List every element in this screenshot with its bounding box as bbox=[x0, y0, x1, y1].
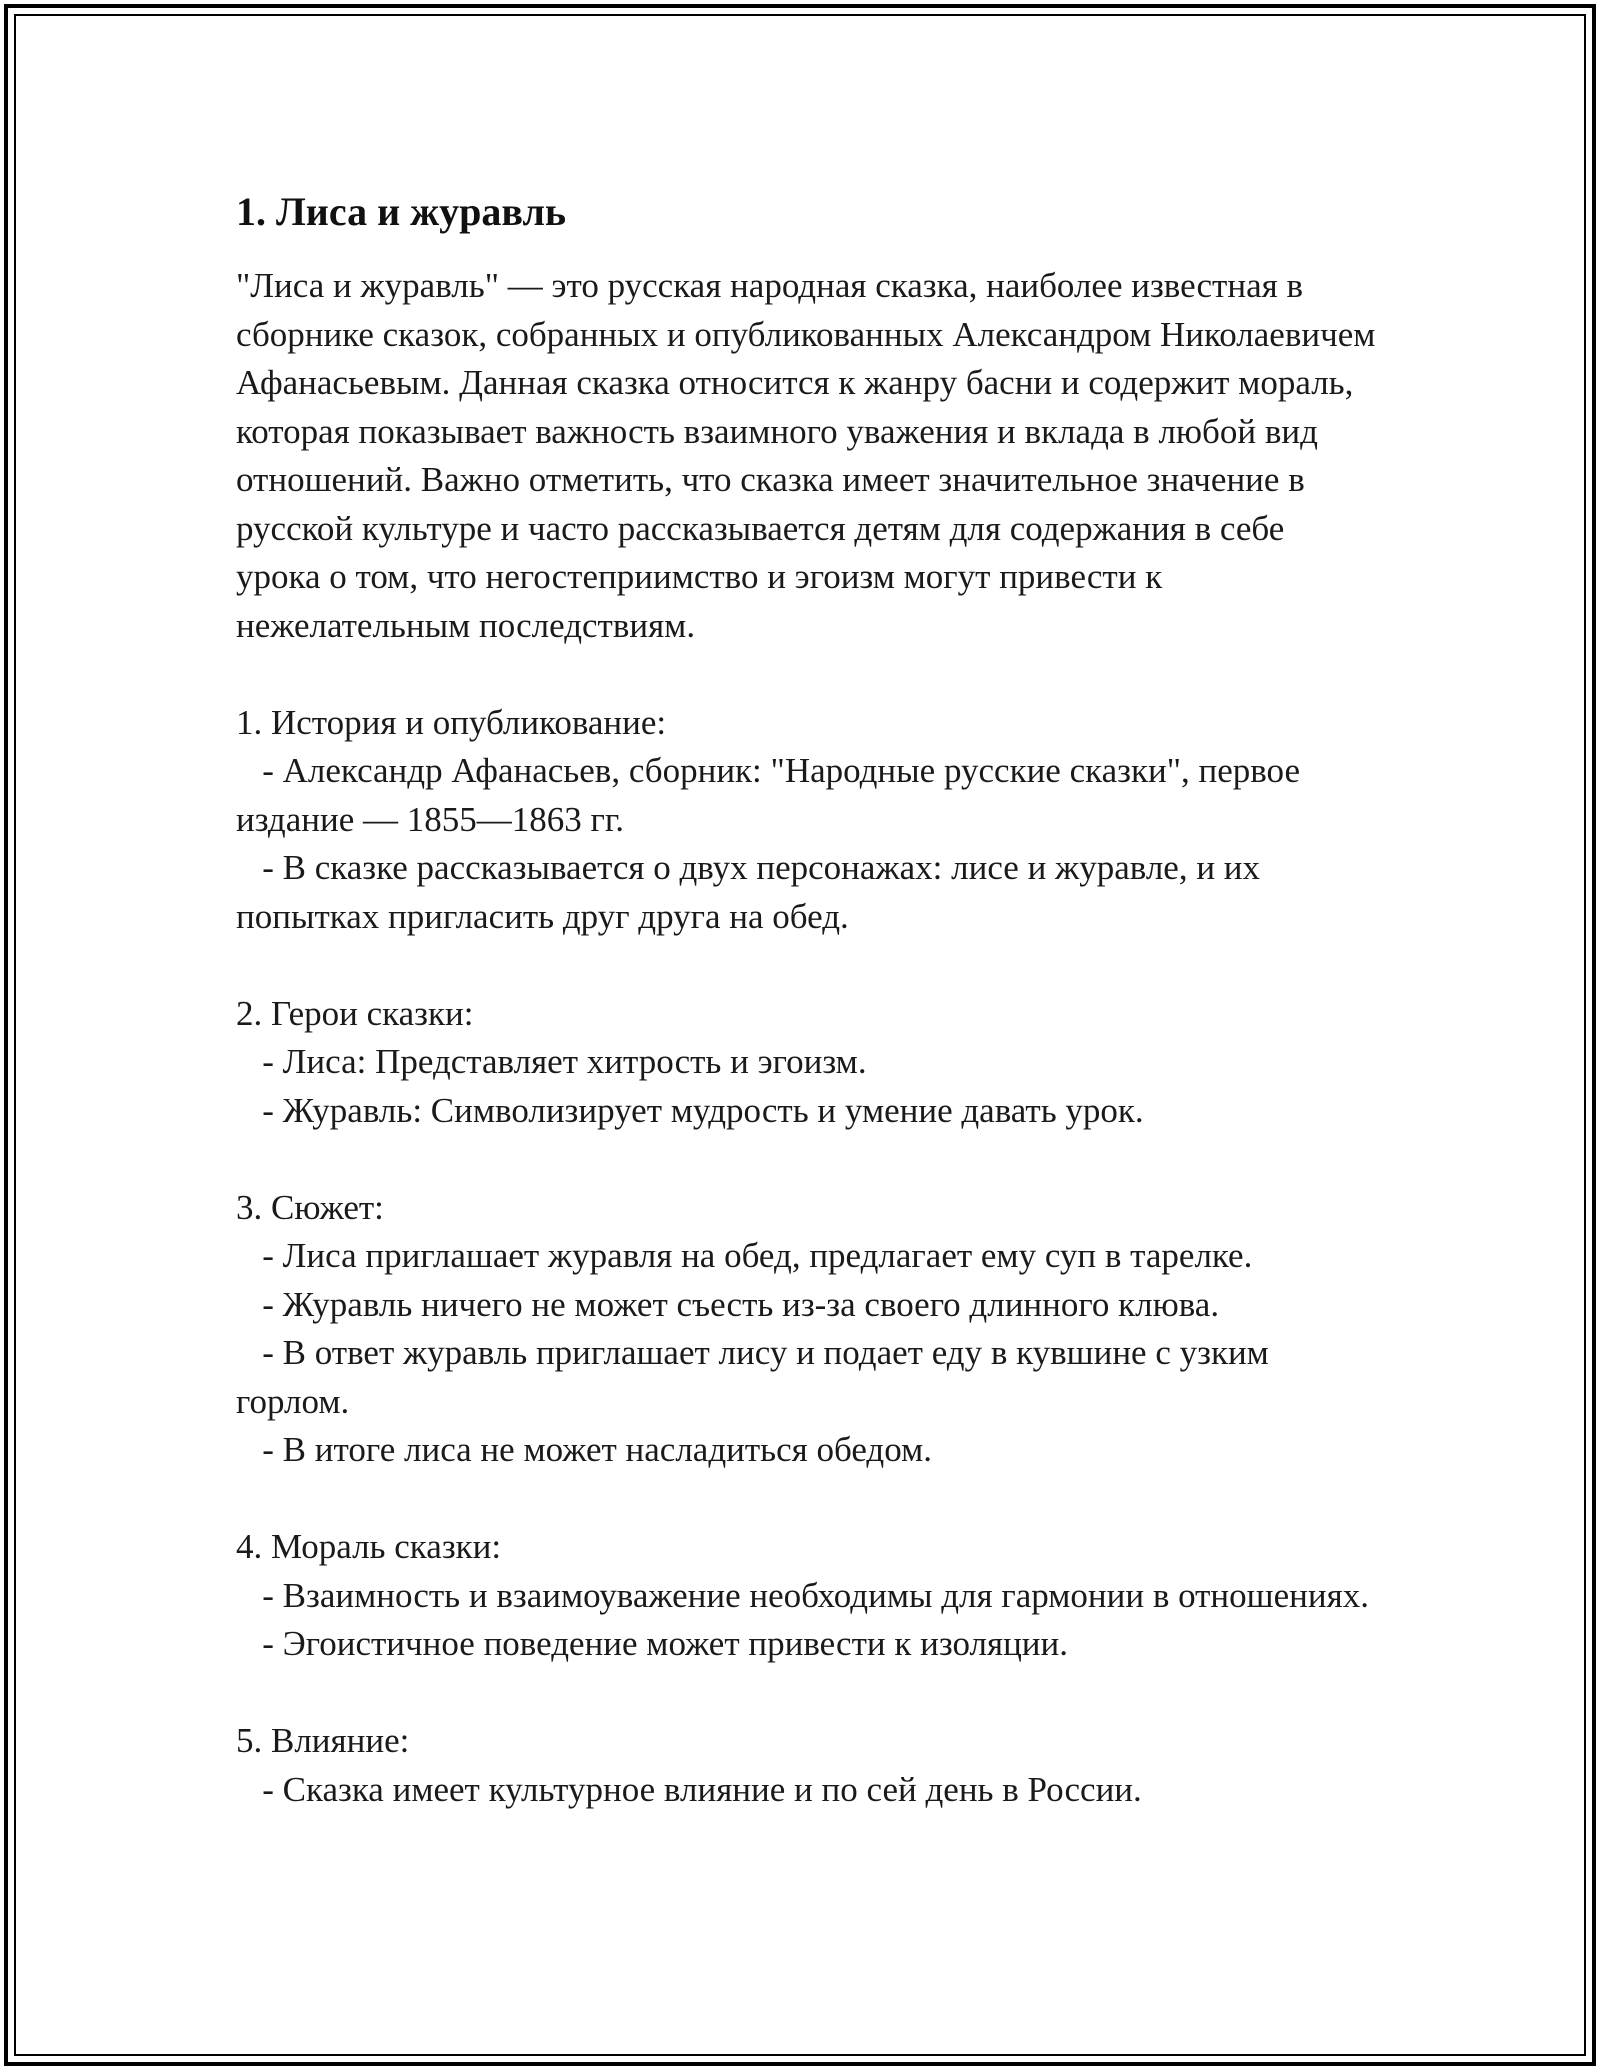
spacer bbox=[236, 941, 1376, 990]
section-history bbox=[236, 699, 1376, 942]
list-item: - Взаимность и взаимоуважение необходимы для гармонии в отношениях. bbox=[236, 1575, 1369, 1615]
list-item: - Эгоистичное поведение может привести к изоляции. bbox=[236, 1624, 1069, 1663]
section-heading: 4. Мораль сказки: bbox=[236, 1527, 502, 1566]
spacer bbox=[236, 1135, 1376, 1184]
document-title: 1. Лиса и журавль bbox=[236, 189, 567, 234]
section-plot bbox=[236, 1184, 1376, 1475]
section-heroes bbox=[236, 990, 1376, 1136]
list-item: - Лиса приглашает журавля на обед, предлагает ему суп в тарелке. bbox=[236, 1236, 1253, 1275]
spacer bbox=[236, 1669, 1376, 1718]
spacer bbox=[236, 1475, 1376, 1524]
section-heading: 3. Сюжет: bbox=[236, 1187, 384, 1227]
list-item: - В сказке рассказывается о двух персонажах: лисе и журавле, и их попытках пригласить друг друга на обед. bbox=[236, 848, 1269, 936]
section-heading: 2. Герои сказки: bbox=[236, 993, 474, 1033]
spacer bbox=[236, 650, 1376, 699]
list-item: - Лиса: Представляет хитрость и эгоизм. bbox=[236, 1042, 867, 1081]
document-body bbox=[236, 186, 1385, 1814]
intro-paragraph: "Лиса и журавль" — это русская народная сказка, наиболее известная в сборнике сказок, собранных и опубликованных Александром Николаевичем Афанасьевым. Данная сказка относится к жанру басни и содержит мораль, которая показывает важность взаимного уважения и вклада в любой вид отношений. Важно отметить, что сказка имеет значительное значение в русской культуре и часто рассказывается детям для содержания в себе урока о том, что негостеприимство и эгоизм могут привести к нежелательным последствиям. bbox=[236, 266, 1385, 645]
list-item: - В ответ журавль приглашает лису и подает еду в кувшине с узким горлом. bbox=[236, 1333, 1278, 1421]
list-item: - Сказка имеет культурное влияние и по сей день в России. bbox=[236, 1769, 1142, 1809]
section-moral bbox=[236, 1523, 1376, 1669]
list-item: - В итоге лиса не может насладиться обедом. bbox=[236, 1430, 932, 1469]
list-item: - Журавль ничего не может съесть из-за своего длинного клюва. bbox=[236, 1284, 1220, 1324]
list-item: - Александр Афанасьев, сборник: "Народные русские сказки", первое издание — 1855—1863 гг. bbox=[236, 751, 1309, 839]
list-item: - Журавль: Символизирует мудрость и умение давать урок. bbox=[236, 1090, 1144, 1130]
section-heading: 1. История и опубликование: bbox=[236, 702, 667, 742]
section-heading: 5. Влияние: bbox=[236, 1721, 410, 1760]
section-influence bbox=[236, 1717, 1376, 1814]
